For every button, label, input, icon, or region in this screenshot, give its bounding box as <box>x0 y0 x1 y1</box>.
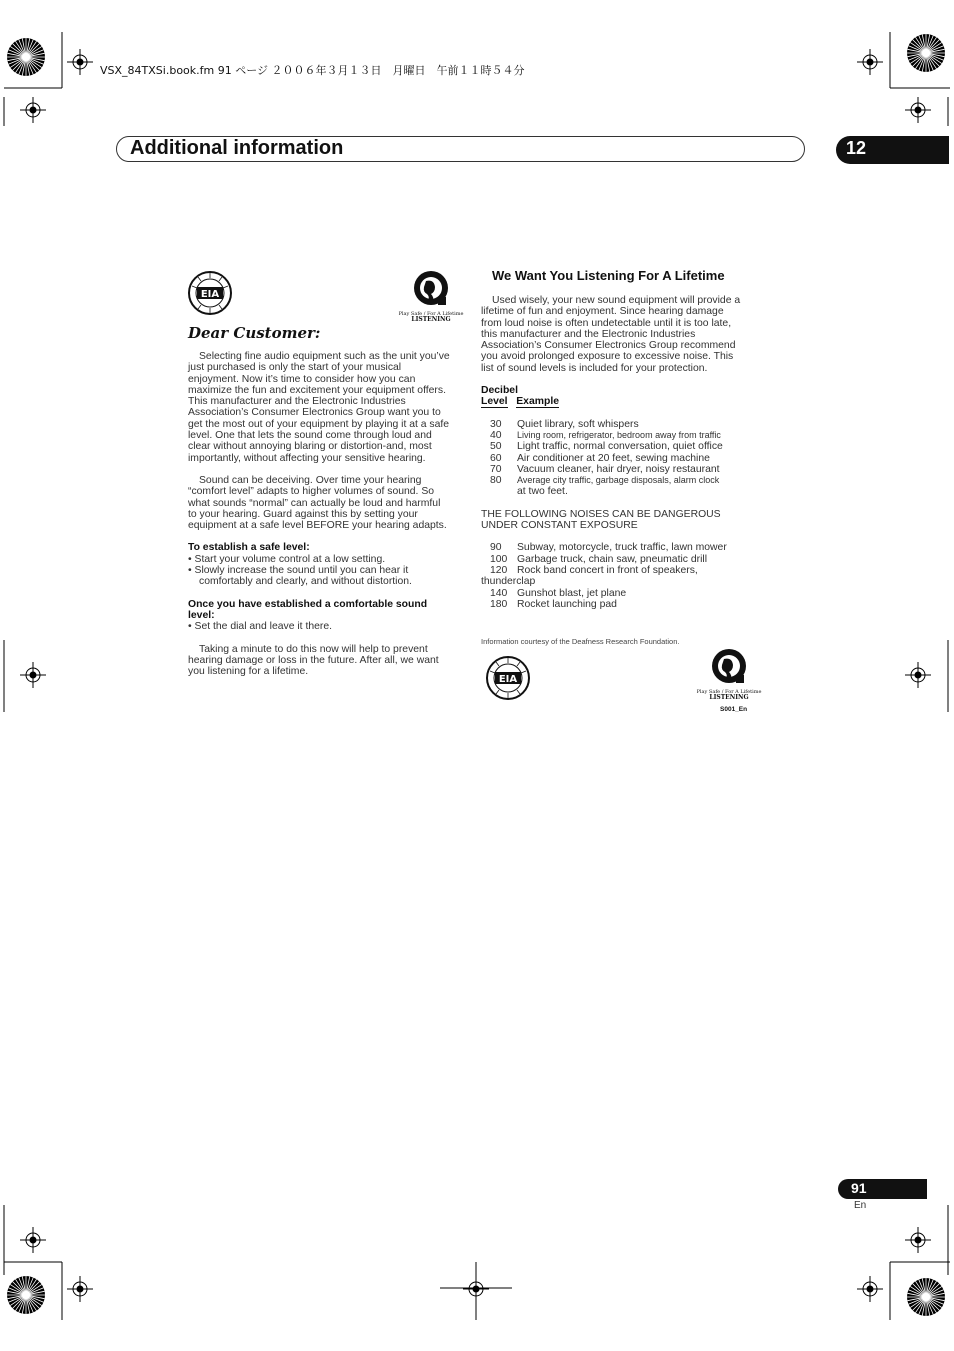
danger-table <box>481 542 727 576</box>
section-title: Additional information <box>130 137 344 159</box>
paragraph-1: Selecting fine audio equipment such as the unit you’ve just purchased is only the start of your musical enjoyment. Now it’s time to consider how you can maximize the fun and excitement your equipment offers. This manufacturer and the Electronic Industries Association’s Consumer Electronics Group want you to get the most out of your equipment by playing it at a safe level. One that lets the sound come through loud and clear without annoying blaring or distortion-and, most importantly, without affecting your sensitive hearing. <box>188 351 450 464</box>
listening-small-text: Play Safe / For A Lifetime <box>398 311 464 317</box>
table-row: 100 Garbage truck, chain saw, pneumatic drill <box>490 553 708 565</box>
comfort-level-heading: Once you have established a comfortable sound level: <box>188 598 428 621</box>
listening-small-text: Play Safe / For A Lifetime <box>696 689 762 695</box>
list-item: • Start your volume control at a low setting. <box>188 553 386 565</box>
table-row: at two feet. <box>517 486 568 498</box>
listening-text: LISTENING <box>411 316 451 323</box>
decibel-table <box>481 419 723 498</box>
table-row: 120 Rock band concert in front of speakers, <box>490 564 698 576</box>
paragraph-3: Taking a minute to do this now will help to prevent hearing damage or loss in the future. After all, we want you listening for a lifetime. <box>188 643 439 678</box>
eia-text: EIA <box>498 674 518 685</box>
list-item: • Slowly increase the sound until you can hear it comfortably and clearly, and without distortion. <box>188 565 412 588</box>
listening-logo <box>398 269 464 323</box>
danger-heading: THE FOLLOWING NOISES CAN BE DANGEROUS UNDER CONSTANT EXPOSURE <box>481 508 721 532</box>
table-row: 60 Air conditioner at 20 feet, sewing machine <box>490 452 710 464</box>
table-row: 70 Vacuum cleaner, hair dryer, noisy restaurant <box>490 463 720 475</box>
table-row: 40 Living room, refrigerator, bedroom away from traffic <box>490 429 721 441</box>
chapter-number: 12 <box>846 138 867 158</box>
listening-logo-bottom <box>696 647 762 701</box>
table-row: 50 Light traffic, normal conversation, quiet office <box>490 441 723 453</box>
greeting: Dear Customer: <box>188 324 321 342</box>
document-code: S001_En <box>720 706 748 713</box>
table-row: 30 Quiet library, soft whispers <box>490 418 639 430</box>
list-item: • Set the dial and leave it there. <box>188 621 333 633</box>
level-column-header: Level <box>481 396 508 408</box>
page-language: En <box>854 1200 867 1211</box>
example-column-header: Example <box>516 396 559 408</box>
danger-table-continued <box>481 588 626 611</box>
listening-text: LISTENING <box>709 694 749 701</box>
page-number: 91 <box>851 1180 867 1196</box>
wrap-word: thunderclap <box>481 576 536 588</box>
safe-level-heading: To establish a safe level: <box>188 542 310 554</box>
left-column <box>188 351 450 677</box>
table-row: 80 Average city traffic, garbage disposals, alarm clock <box>490 475 720 487</box>
right-heading: We Want You Listening For A Lifetime <box>492 268 725 283</box>
courtesy-note: Information courtesy of the Deafness Research Foundation. <box>481 637 680 646</box>
decibel-heading: Decibel <box>481 385 518 397</box>
right-column <box>481 295 745 610</box>
table-row: 180 Rocket launching pad <box>490 598 617 610</box>
table-row: 140 Gunshot blast, jet plane <box>490 587 627 599</box>
paragraph-2: Sound can be deceiving. Over time your hearing “comfort level” adapts to higher volumes of sound. So what sounds “normal” can actually be loud and harmful to your hearing. Guard against this by setting your equipment at a safe level BEFORE your hearing adapts. <box>188 474 447 532</box>
intro-paragraph: Used wisely, your new sound equipment will provide a lifetime of fun and enjoyment. Since hearing damage from loud noise is often undetectable until it is too late, this manufacturer and the Electronic Industries Association’s Consumer Electronics Group recommend you avoid prolonged exposure to excessive noise. This list of sound levels is included for your protection. <box>481 295 741 374</box>
eia-logo <box>188 270 232 316</box>
eia-text: EIA <box>200 289 220 300</box>
print-header: VSX_84TXSi.book.fm 91 ページ ２００６年３月１３日 月曜日 午前１１時５４分 <box>100 64 525 77</box>
eia-logo-bottom <box>486 655 530 701</box>
table-row: 90 Subway, motorcycle, truck traffic, lawn mower <box>490 542 727 554</box>
